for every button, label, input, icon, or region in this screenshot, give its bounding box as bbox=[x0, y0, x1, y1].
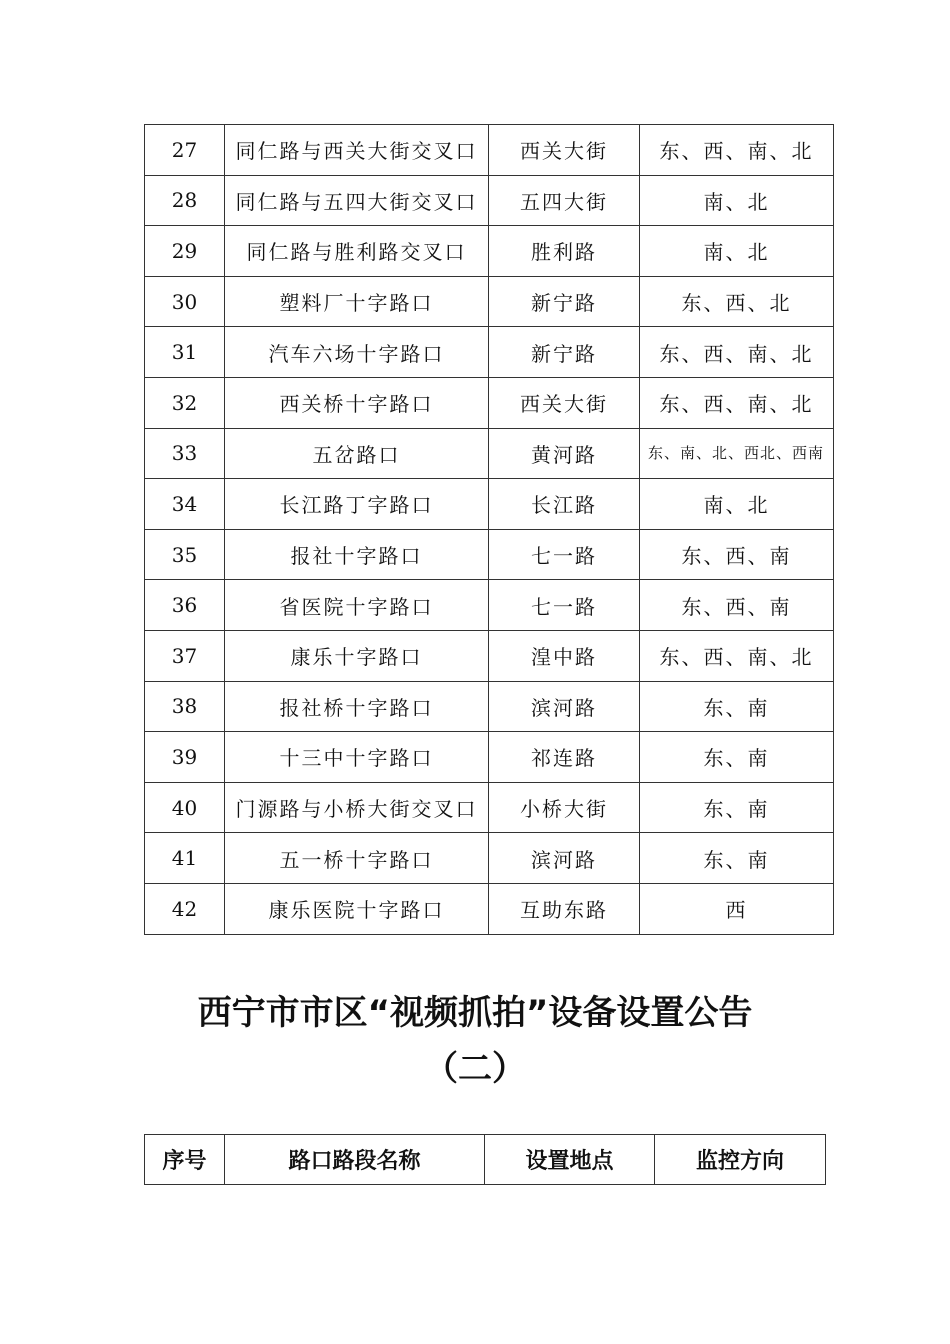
row-location: 互助东路 bbox=[489, 883, 640, 934]
row-direction: 东、南 bbox=[640, 782, 834, 833]
row-intersection-name: 五岔路口 bbox=[225, 428, 489, 479]
table-body bbox=[145, 125, 834, 935]
table-row bbox=[145, 630, 834, 681]
row-location: 新宁路 bbox=[489, 327, 640, 378]
notice-title: 西宁市市区“视频抓拍”设备设置公告 bbox=[197, 993, 753, 1033]
table-row bbox=[145, 681, 834, 732]
row-direction: 东、西、北 bbox=[640, 276, 834, 327]
row-number: 38 bbox=[145, 681, 225, 732]
table-row bbox=[145, 175, 834, 226]
row-location: 长江路 bbox=[489, 479, 640, 530]
row-number: 41 bbox=[145, 833, 225, 884]
row-intersection-name: 塑料厂十字路口 bbox=[225, 276, 489, 327]
header-location: 设置地点 bbox=[485, 1135, 655, 1185]
row-intersection-name: 五一桥十字路口 bbox=[225, 833, 489, 884]
row-intersection-name: 康乐医院十字路口 bbox=[225, 883, 489, 934]
camera-location-table-part-two bbox=[144, 1134, 826, 1185]
row-intersection-name: 报社桥十字路口 bbox=[225, 681, 489, 732]
row-number: 36 bbox=[145, 580, 225, 631]
table-row bbox=[145, 782, 834, 833]
row-intersection-name: 同仁路与胜利路交叉口 bbox=[225, 226, 489, 277]
row-number: 37 bbox=[145, 630, 225, 681]
row-direction: 西 bbox=[640, 883, 834, 934]
notice-heading bbox=[0, 985, 950, 1097]
table-row bbox=[145, 428, 834, 479]
row-number: 35 bbox=[145, 529, 225, 580]
row-number: 40 bbox=[145, 782, 225, 833]
row-location: 祁连路 bbox=[489, 732, 640, 783]
row-location: 五四大街 bbox=[489, 175, 640, 226]
row-intersection-name: 同仁路与五四大街交叉口 bbox=[225, 175, 489, 226]
table-row bbox=[145, 529, 834, 580]
row-intersection-name: 汽车六场十字路口 bbox=[225, 327, 489, 378]
table-row bbox=[145, 276, 834, 327]
row-direction: 东、西、南 bbox=[640, 580, 834, 631]
row-location: 新宁路 bbox=[489, 276, 640, 327]
row-number: 28 bbox=[145, 175, 225, 226]
row-location: 西关大街 bbox=[489, 377, 640, 428]
row-intersection-name: 十三中十字路口 bbox=[225, 732, 489, 783]
row-location: 湟中路 bbox=[489, 630, 640, 681]
camera-location-table-part-one bbox=[144, 124, 834, 935]
row-intersection-name: 报社十字路口 bbox=[225, 529, 489, 580]
row-intersection-name: 省医院十字路口 bbox=[225, 580, 489, 631]
row-direction: 东、南、北、西北、西南 bbox=[640, 428, 834, 479]
table-row bbox=[145, 327, 834, 378]
row-intersection-name: 康乐十字路口 bbox=[225, 630, 489, 681]
row-number: 27 bbox=[145, 125, 225, 176]
row-number: 32 bbox=[145, 377, 225, 428]
row-location: 七一路 bbox=[489, 580, 640, 631]
row-direction: 东、南 bbox=[640, 732, 834, 783]
row-number: 30 bbox=[145, 276, 225, 327]
table-row bbox=[145, 580, 834, 631]
row-direction: 东、西、南、北 bbox=[640, 327, 834, 378]
table-row bbox=[145, 479, 834, 530]
row-intersection-name: 门源路与小桥大街交叉口 bbox=[225, 782, 489, 833]
row-number: 29 bbox=[145, 226, 225, 277]
row-direction: 东、西、南、北 bbox=[640, 125, 834, 176]
row-direction: 东、南 bbox=[640, 681, 834, 732]
row-direction: 东、西、南、北 bbox=[640, 377, 834, 428]
row-location: 小桥大街 bbox=[489, 782, 640, 833]
row-location: 滨河路 bbox=[489, 681, 640, 732]
table-row bbox=[145, 883, 834, 934]
row-direction: 南、北 bbox=[640, 226, 834, 277]
row-direction: 南、北 bbox=[640, 175, 834, 226]
row-number: 42 bbox=[145, 883, 225, 934]
table-row bbox=[145, 377, 834, 428]
row-number: 34 bbox=[145, 479, 225, 530]
row-direction: 东、西、南、北 bbox=[640, 630, 834, 681]
row-location: 七一路 bbox=[489, 529, 640, 580]
row-direction: 东、南 bbox=[640, 833, 834, 884]
row-intersection-name: 西关桥十字路口 bbox=[225, 377, 489, 428]
table-row bbox=[145, 226, 834, 277]
notice-subtitle: （二） bbox=[424, 1049, 526, 1089]
header-direction: 监控方向 bbox=[655, 1135, 826, 1185]
header-number: 序号 bbox=[145, 1135, 225, 1185]
table-row bbox=[145, 125, 834, 176]
row-location: 滨河路 bbox=[489, 833, 640, 884]
row-number: 33 bbox=[145, 428, 225, 479]
row-direction: 南、北 bbox=[640, 479, 834, 530]
table-row bbox=[145, 732, 834, 783]
row-intersection-name: 同仁路与西关大街交叉口 bbox=[225, 125, 489, 176]
row-location: 黄河路 bbox=[489, 428, 640, 479]
row-location: 西关大街 bbox=[489, 125, 640, 176]
row-number: 39 bbox=[145, 732, 225, 783]
row-direction: 东、西、南 bbox=[640, 529, 834, 580]
table-header-row bbox=[145, 1135, 826, 1185]
row-number: 31 bbox=[145, 327, 225, 378]
row-intersection-name: 长江路丁字路口 bbox=[225, 479, 489, 530]
table-row bbox=[145, 833, 834, 884]
row-location: 胜利路 bbox=[489, 226, 640, 277]
header-intersection-name: 路口路段名称 bbox=[225, 1135, 485, 1185]
